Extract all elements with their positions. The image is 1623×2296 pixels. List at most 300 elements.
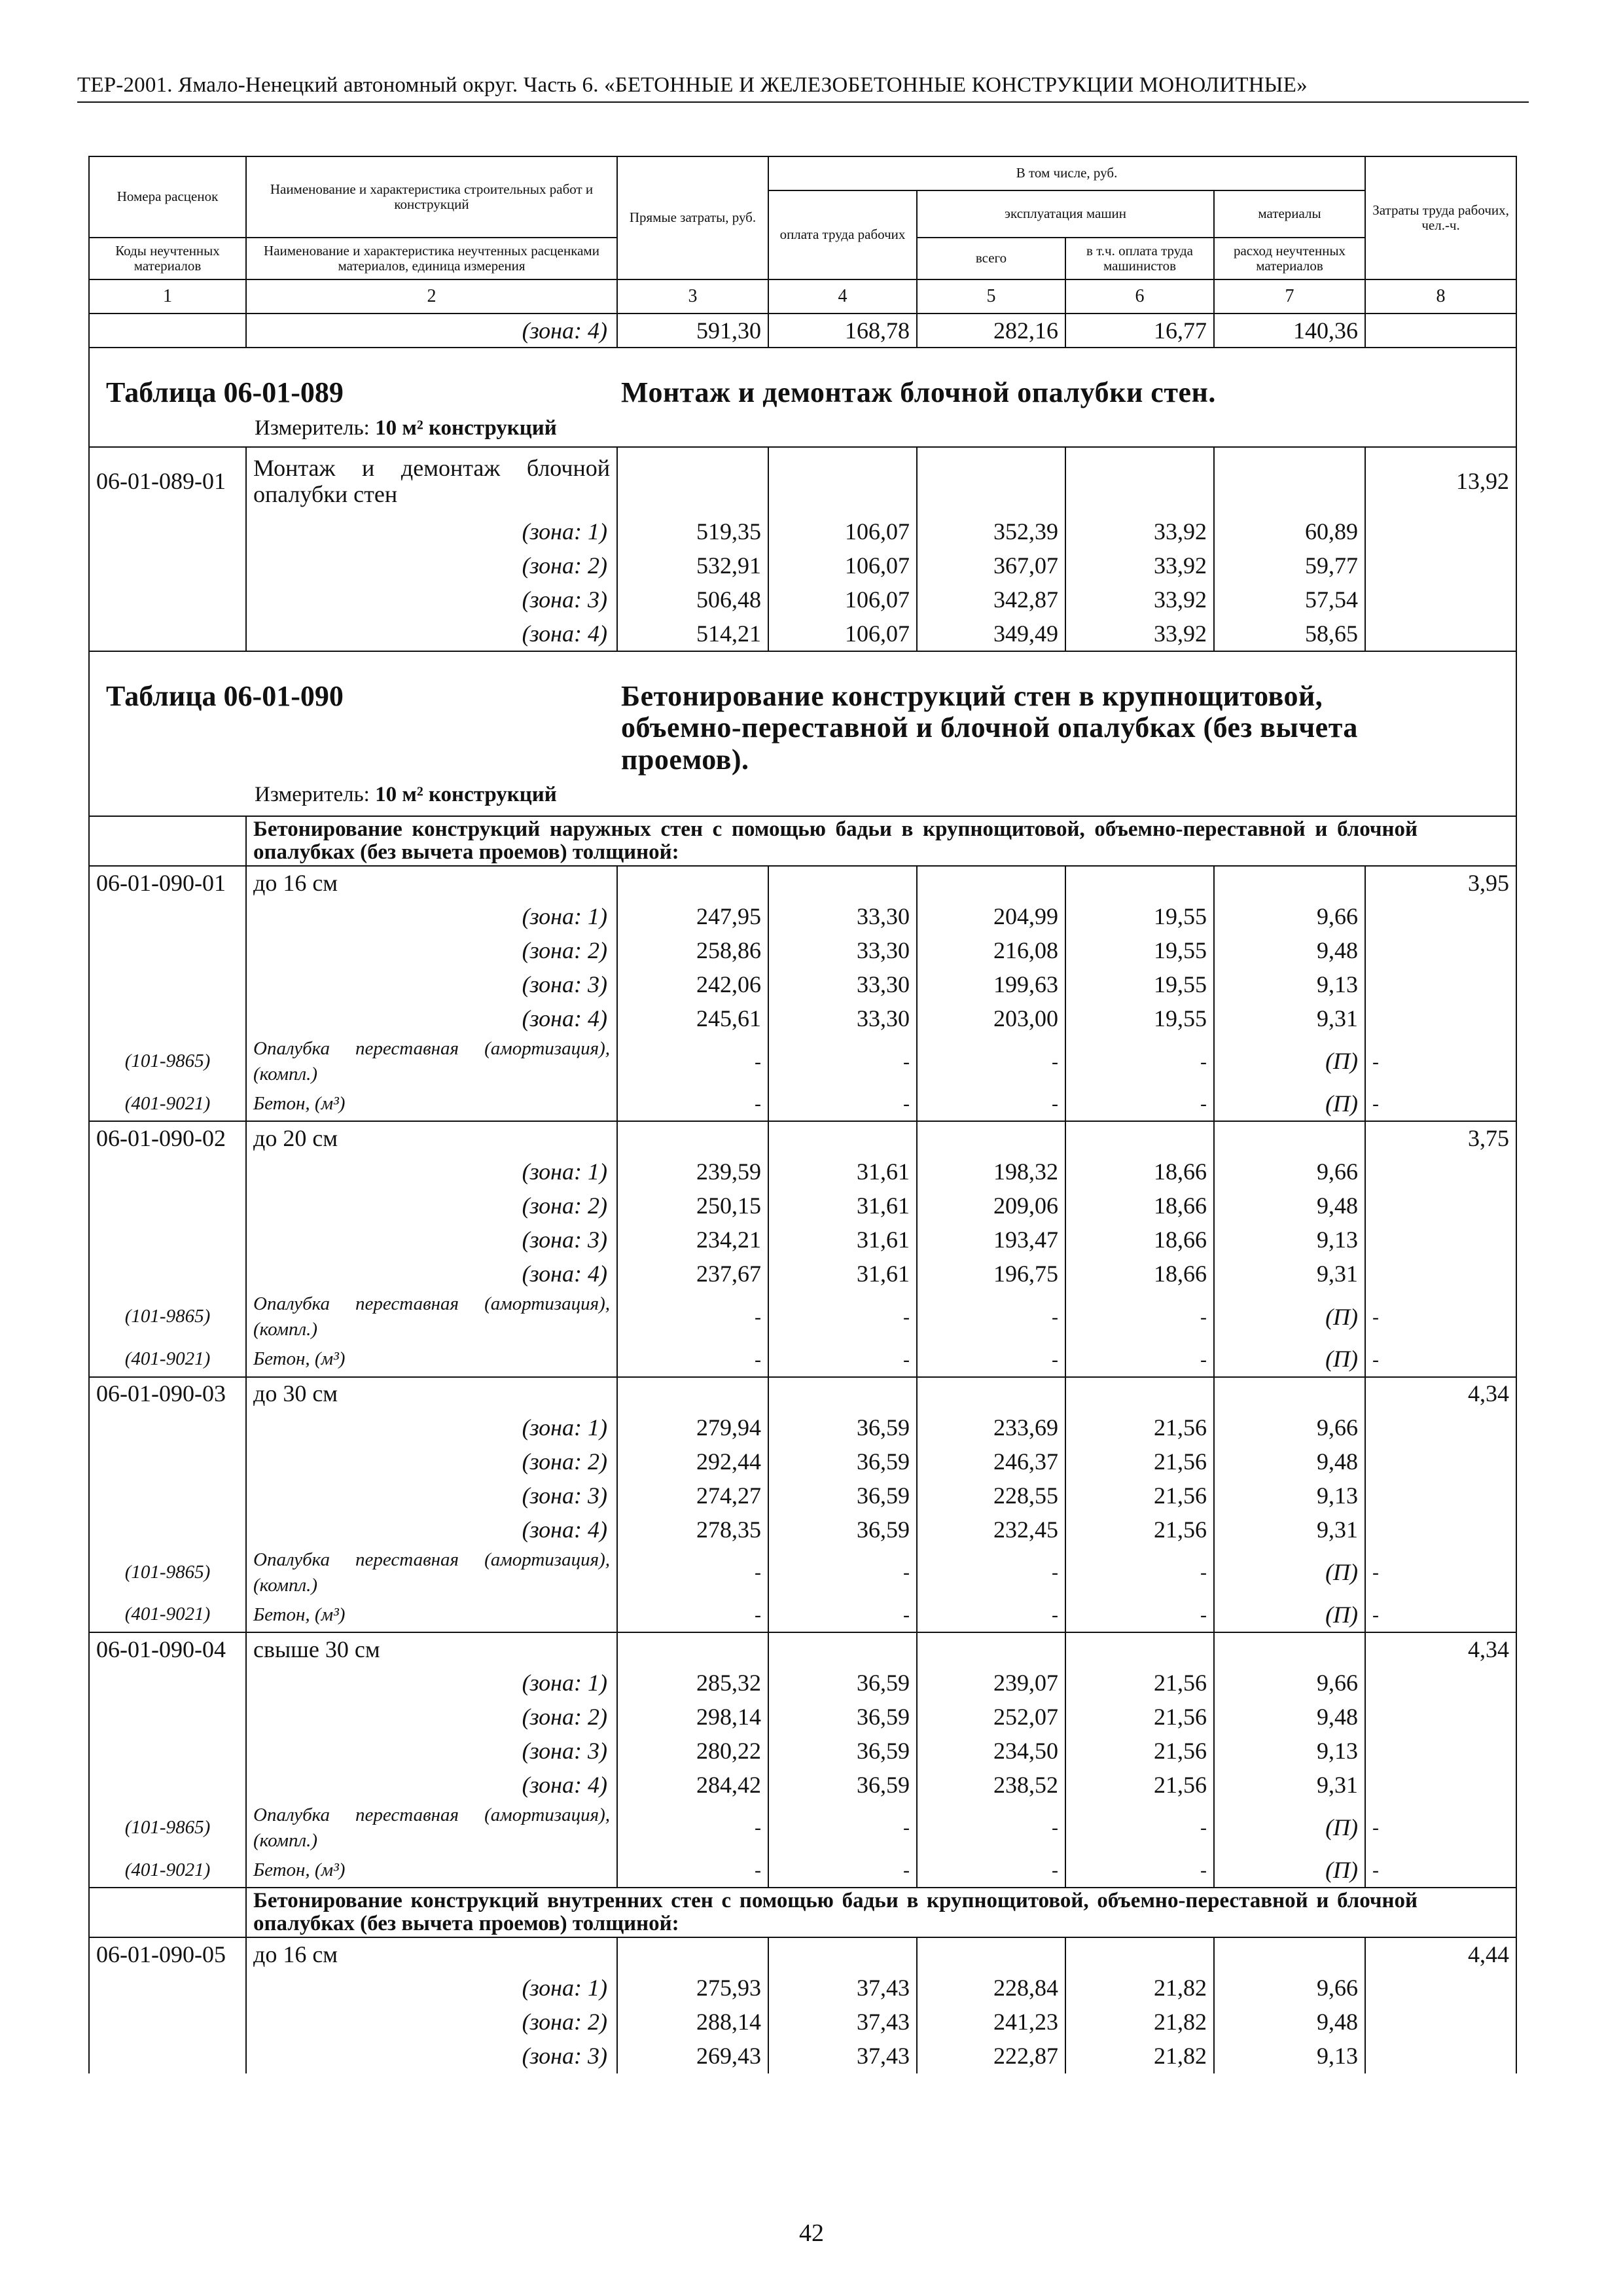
empty-cell [768, 866, 917, 900]
col-index: 3 [617, 279, 768, 314]
value-cell: 591,30 [617, 314, 768, 348]
labor-cost: 4,44 [1365, 1937, 1516, 1971]
material-name: Бетон, (м³) [246, 1087, 617, 1121]
value-cell: 239,59 [617, 1155, 768, 1189]
zone-label: (зона: 4) [246, 617, 617, 651]
dash-cell: - [1365, 1087, 1516, 1121]
value-cell: 21,56 [1065, 1734, 1214, 1768]
zone-row [89, 1479, 1516, 1513]
value-cell: 232,45 [917, 1513, 1065, 1547]
zone-label: (зона: 4) [246, 314, 617, 348]
value-cell: 9,13 [1214, 968, 1365, 1002]
section-row [89, 1888, 1516, 1937]
rate-code: 06-01-090-05 [89, 1937, 246, 1971]
dash-cell: - [617, 1547, 768, 1598]
zone-label: (зона: 2) [246, 549, 617, 583]
value-cell: 342,87 [917, 583, 1065, 617]
value-cell: 31,61 [768, 1257, 917, 1291]
zone-label: (зона: 3) [246, 1479, 617, 1513]
item-row [89, 1937, 1516, 1971]
zone-row [89, 1411, 1516, 1445]
empty-cell [1365, 968, 1516, 1002]
dash-cell: - [1065, 1547, 1214, 1598]
value-cell: 233,69 [917, 1411, 1065, 1445]
zone-row [89, 1155, 1516, 1189]
zone-label: (зона: 1) [246, 1971, 617, 2005]
table-description: Бетонирование конструкций стен в крупнощитовой, объемно-переставной и блочной опалубках (без вычета проемов). [621, 680, 1358, 776]
value-cell: 33,30 [768, 968, 917, 1002]
empty-cell [768, 447, 917, 515]
zone-row [89, 1002, 1516, 1036]
item-row [89, 866, 1516, 900]
value-cell: 36,59 [768, 1445, 917, 1479]
col-index: 5 [917, 279, 1065, 314]
table-title-cell [89, 348, 1516, 447]
value-cell: 21,56 [1065, 1513, 1214, 1547]
value-cell: 285,32 [617, 1666, 768, 1700]
value-cell: 352,39 [917, 515, 1065, 549]
empty-cell [89, 1700, 246, 1734]
value-cell: 21,82 [1065, 1971, 1214, 2005]
value-cell: 36,59 [768, 1411, 917, 1445]
empty-cell [1365, 515, 1516, 549]
zone-row [89, 1513, 1516, 1547]
dash-cell: - [1065, 1291, 1214, 1342]
zone-label: (зона: 3) [246, 1734, 617, 1768]
section-heading: Бетонирование конструкций наружных стен с помощью бадьи в крупнощитовой, объемно-переставной и блочной опалубках (без вычета проемов) толщиной: [246, 816, 1516, 866]
material-row [89, 1803, 1516, 1854]
value-cell: 21,82 [1065, 2005, 1214, 2039]
dash-cell: - [917, 1036, 1065, 1087]
labor-cost: 13,92 [1365, 447, 1516, 515]
p-mark: (П) [1214, 1803, 1365, 1854]
dash-cell: - [1365, 1343, 1516, 1377]
item-row [89, 1377, 1516, 1411]
empty-cell [1365, 1002, 1516, 1036]
zone-row [89, 1734, 1516, 1768]
value-cell: 18,66 [1065, 1257, 1214, 1291]
value-cell: 9,66 [1214, 900, 1365, 934]
value-cell: 252,07 [917, 1700, 1065, 1734]
empty-cell [768, 1937, 917, 1971]
value-cell: 242,06 [617, 968, 768, 1002]
value-cell: 9,66 [1214, 1666, 1365, 1700]
value-cell: 280,22 [617, 1734, 768, 1768]
material-name: Опалубка переставная (амортизация), (компл.) [246, 1291, 617, 1342]
value-cell: 9,48 [1214, 1700, 1365, 1734]
value-cell: 140,36 [1214, 314, 1365, 348]
col-index: 2 [246, 279, 617, 314]
empty-cell [617, 866, 768, 900]
header-col7: расход неучтенных материалов [1214, 238, 1365, 279]
price-table [88, 156, 1517, 2073]
empty-cell [768, 1632, 917, 1666]
dash-cell: - [617, 1854, 768, 1888]
empty-cell [1065, 866, 1214, 900]
zone-label: (зона: 2) [246, 1700, 617, 1734]
empty-cell [768, 1121, 917, 1155]
dash-cell: - [1365, 1803, 1516, 1854]
value-cell: 269,43 [617, 2039, 768, 2073]
header-col3: Прямые затраты, руб. [617, 156, 768, 279]
value-cell: 9,13 [1214, 2039, 1365, 2073]
dash-cell: - [768, 1803, 917, 1854]
material-code: (401-9021) [89, 1343, 246, 1377]
col-index: 6 [1065, 279, 1214, 314]
work-title: до 16 см [246, 1937, 617, 1971]
empty-cell [89, 1479, 246, 1513]
value-cell: 282,16 [917, 314, 1065, 348]
empty-cell [89, 934, 246, 968]
value-cell: 292,44 [617, 1445, 768, 1479]
material-name: Опалубка переставная (амортизация), (компл.) [246, 1803, 617, 1854]
empty-cell [1365, 1257, 1516, 1291]
empty-cell [89, 1734, 246, 1768]
value-cell: 288,14 [617, 2005, 768, 2039]
empty-cell [617, 1121, 768, 1155]
empty-cell [1365, 1666, 1516, 1700]
work-title: до 30 см [246, 1377, 617, 1411]
empty-cell [1065, 1377, 1214, 1411]
header-col6: в т.ч. оплата труда машинистов [1065, 238, 1214, 279]
value-cell: 33,92 [1065, 515, 1214, 549]
empty-cell [89, 2039, 246, 2073]
zone-label: (зона: 2) [246, 1189, 617, 1223]
empty-cell [917, 866, 1065, 900]
empty-cell [89, 816, 246, 866]
zone-label: (зона: 1) [246, 1666, 617, 1700]
zone-row [89, 314, 1516, 348]
empty-cell [917, 1632, 1065, 1666]
empty-cell [1365, 900, 1516, 934]
dash-cell: - [617, 1291, 768, 1342]
value-cell: 18,66 [1065, 1223, 1214, 1257]
value-cell: 106,07 [768, 617, 917, 651]
value-cell: 275,93 [617, 1971, 768, 2005]
value-cell: 245,61 [617, 1002, 768, 1036]
value-cell: 198,32 [917, 1155, 1065, 1189]
value-cell: 36,59 [768, 1513, 917, 1547]
table-title-row [89, 651, 1516, 816]
empty-cell [1365, 1411, 1516, 1445]
empty-cell [89, 1223, 246, 1257]
zone-label: (зона: 3) [246, 2039, 617, 2073]
zone-row [89, 617, 1516, 651]
rate-code: 06-01-090-02 [89, 1121, 246, 1155]
value-cell: 246,37 [917, 1445, 1065, 1479]
dash-cell: - [1065, 1854, 1214, 1888]
dash-cell: - [768, 1291, 917, 1342]
value-cell: 9,48 [1214, 1445, 1365, 1479]
empty-cell [89, 1189, 246, 1223]
dash-cell: - [617, 1598, 768, 1632]
empty-cell [1365, 1155, 1516, 1189]
empty-cell [1365, 2005, 1516, 2039]
dash-cell: - [917, 1343, 1065, 1377]
zone-row [89, 1257, 1516, 1291]
work-title: до 16 см [246, 866, 617, 900]
value-cell: 9,48 [1214, 1189, 1365, 1223]
value-cell: 19,55 [1065, 934, 1214, 968]
zone-label: (зона: 4) [246, 1513, 617, 1547]
work-title: Монтаж и демонтаж блочной опалубки стен [246, 447, 617, 515]
p-mark: (П) [1214, 1598, 1365, 1632]
value-cell: 228,55 [917, 1479, 1065, 1513]
value-cell: 9,66 [1214, 1155, 1365, 1189]
dash-cell: - [768, 1036, 917, 1087]
empty-cell [89, 549, 246, 583]
value-cell: 9,13 [1214, 1734, 1365, 1768]
value-cell: 209,06 [917, 1189, 1065, 1223]
value-cell: 514,21 [617, 617, 768, 651]
material-row [89, 1854, 1516, 1888]
value-cell: 274,27 [617, 1479, 768, 1513]
empty-cell [1214, 1377, 1365, 1411]
empty-cell [89, 1768, 246, 1803]
dash-cell: - [917, 1547, 1065, 1598]
zone-label: (зона: 1) [246, 1411, 617, 1445]
value-cell: 31,61 [768, 1155, 917, 1189]
material-row [89, 1291, 1516, 1342]
rate-code: 06-01-089-01 [89, 447, 246, 515]
labor-cost: 3,75 [1365, 1121, 1516, 1155]
empty-cell [89, 1513, 246, 1547]
value-cell: 33,30 [768, 934, 917, 968]
empty-cell [1065, 1632, 1214, 1666]
value-cell: 60,89 [1214, 515, 1365, 549]
value-cell: 106,07 [768, 549, 917, 583]
value-cell: 18,66 [1065, 1155, 1214, 1189]
unit-value: 10 м² конструкций [375, 783, 557, 806]
header-col2-top: Наименование и характеристика строительных работ и конструкций [246, 156, 617, 238]
value-cell: 37,43 [768, 2005, 917, 2039]
running-header: ТЕР-2001. Ямало-Ненецкий автономный округ. Часть 6. «БЕТОННЫЕ И ЖЕЛЕЗОБЕТОННЫЕ КОНСТРУКЦИИ МОНОЛИТНЫЕ» [77, 73, 1529, 103]
empty-cell [89, 1257, 246, 1291]
empty-cell [89, 1155, 246, 1189]
zone-row [89, 1666, 1516, 1700]
zone-row [89, 1971, 1516, 2005]
value-cell: 228,84 [917, 1971, 1065, 2005]
dash-cell: - [917, 1598, 1065, 1632]
dash-cell: - [1065, 1803, 1214, 1854]
value-cell: 21,56 [1065, 1479, 1214, 1513]
material-name: Бетон, (м³) [246, 1343, 617, 1377]
p-mark: (П) [1214, 1854, 1365, 1888]
empty-cell [89, 583, 246, 617]
zone-label: (зона: 2) [246, 2005, 617, 2039]
material-code: (101-9865) [89, 1547, 246, 1598]
dash-cell: - [1365, 1854, 1516, 1888]
value-cell: 9,66 [1214, 1411, 1365, 1445]
value-cell: 258,86 [617, 934, 768, 968]
empty-cell [89, 1888, 246, 1937]
p-mark: (П) [1214, 1547, 1365, 1598]
empty-cell [89, 968, 246, 1002]
dash-cell: - [768, 1598, 917, 1632]
value-cell: 36,59 [768, 1700, 917, 1734]
material-row [89, 1343, 1516, 1377]
zone-row [89, 2005, 1516, 2039]
value-cell: 193,47 [917, 1223, 1065, 1257]
dash-cell: - [917, 1803, 1065, 1854]
value-cell: 9,48 [1214, 934, 1365, 968]
empty-cell [1365, 1768, 1516, 1803]
unit-value: 10 м² конструкций [375, 416, 557, 440]
header-col2-bottom: Наименование и характеристика неучтенных расценками материалов, единица измерения [246, 238, 617, 279]
value-cell: 18,66 [1065, 1189, 1214, 1223]
value-cell: 9,31 [1214, 1768, 1365, 1803]
section-row [89, 816, 1516, 866]
value-cell: 33,92 [1065, 583, 1214, 617]
material-row [89, 1547, 1516, 1598]
value-cell: 506,48 [617, 583, 768, 617]
header-col1-bottom: Коды неучтенных материалов [89, 238, 246, 279]
empty-cell [1365, 314, 1516, 348]
zone-row [89, 1189, 1516, 1223]
table-title-row [89, 348, 1516, 447]
empty-cell [1365, 1189, 1516, 1223]
zone-row [89, 2039, 1516, 2073]
value-cell: 279,94 [617, 1411, 768, 1445]
dash-cell: - [768, 1087, 917, 1121]
dash-cell: - [917, 1854, 1065, 1888]
work-title: до 20 см [246, 1121, 617, 1155]
value-cell: 203,00 [917, 1002, 1065, 1036]
empty-cell [1065, 447, 1214, 515]
unit-label: Измеритель: [255, 416, 370, 440]
col-index: 7 [1214, 279, 1365, 314]
material-name: Опалубка переставная (амортизация), (компл.) [246, 1036, 617, 1087]
col-index: 4 [768, 279, 917, 314]
value-cell: 247,95 [617, 900, 768, 934]
value-cell: 222,87 [917, 2039, 1065, 2073]
value-cell: 19,55 [1065, 968, 1214, 1002]
zone-label: (зона: 3) [246, 583, 617, 617]
empty-cell [89, 900, 246, 934]
dash-cell: - [1065, 1343, 1214, 1377]
value-cell: 16,77 [1065, 314, 1214, 348]
value-cell: 58,65 [1214, 617, 1365, 651]
value-cell: 349,49 [917, 617, 1065, 651]
dash-cell: - [1065, 1598, 1214, 1632]
empty-cell [89, 314, 246, 348]
zone-row [89, 1700, 1516, 1734]
empty-cell [89, 515, 246, 549]
material-row [89, 1087, 1516, 1121]
value-cell: 367,07 [917, 549, 1065, 583]
value-cell: 9,13 [1214, 1479, 1365, 1513]
header-machines: эксплуатация машин [917, 190, 1214, 238]
empty-cell [1214, 447, 1365, 515]
header-including: В том числе, руб. [768, 156, 1365, 190]
item-row [89, 447, 1516, 515]
value-cell: 9,66 [1214, 1971, 1365, 2005]
material-name: Бетон, (м³) [246, 1598, 617, 1632]
table-title-cell [89, 651, 1516, 816]
value-cell: 36,59 [768, 1768, 917, 1803]
empty-cell [1214, 1632, 1365, 1666]
dash-cell: - [1365, 1547, 1516, 1598]
empty-cell [89, 1445, 246, 1479]
zone-label: (зона: 2) [246, 1445, 617, 1479]
material-row [89, 1036, 1516, 1087]
dash-cell: - [617, 1087, 768, 1121]
value-cell: 21,82 [1065, 2039, 1214, 2073]
p-mark: (П) [1214, 1343, 1365, 1377]
value-cell: 298,14 [617, 1700, 768, 1734]
dash-cell: - [768, 1854, 917, 1888]
header-materials: материалы [1214, 190, 1365, 238]
value-cell: 21,56 [1065, 1411, 1214, 1445]
zone-row [89, 1445, 1516, 1479]
empty-cell [1214, 1121, 1365, 1155]
empty-cell [1365, 1971, 1516, 2005]
col-index: 8 [1365, 279, 1516, 314]
value-cell: 9,31 [1214, 1513, 1365, 1547]
empty-cell [617, 1377, 768, 1411]
value-cell: 31,61 [768, 1223, 917, 1257]
empty-cell [89, 617, 246, 651]
material-code: (401-9021) [89, 1087, 246, 1121]
value-cell: 33,92 [1065, 549, 1214, 583]
dash-cell: - [917, 1087, 1065, 1121]
zone-label: (зона: 1) [246, 515, 617, 549]
value-cell: 9,31 [1214, 1002, 1365, 1036]
empty-cell [1365, 1734, 1516, 1768]
value-cell: 241,23 [917, 2005, 1065, 2039]
zone-row [89, 549, 1516, 583]
page-number: 42 [799, 2219, 824, 2247]
zone-row [89, 583, 1516, 617]
empty-cell [89, 1971, 246, 2005]
dash-cell: - [617, 1343, 768, 1377]
zone-row [89, 900, 1516, 934]
value-cell: 237,67 [617, 1257, 768, 1291]
empty-cell [1214, 1937, 1365, 1971]
dash-cell: - [1365, 1291, 1516, 1342]
empty-cell [617, 1937, 768, 1971]
p-mark: (П) [1214, 1036, 1365, 1087]
empty-cell [1365, 1700, 1516, 1734]
value-cell: 250,15 [617, 1189, 768, 1223]
dash-cell: - [617, 1803, 768, 1854]
empty-cell [1365, 549, 1516, 583]
value-cell: 106,07 [768, 583, 917, 617]
empty-cell [89, 1002, 246, 1036]
zone-label: (зона: 1) [246, 1155, 617, 1189]
empty-cell [1365, 934, 1516, 968]
material-row [89, 1598, 1516, 1632]
rate-code: 06-01-090-03 [89, 1377, 246, 1411]
material-code: (401-9021) [89, 1598, 246, 1632]
value-cell: 234,21 [617, 1223, 768, 1257]
empty-cell [917, 1377, 1065, 1411]
value-cell: 57,54 [1214, 583, 1365, 617]
material-code: (101-9865) [89, 1803, 246, 1854]
dash-cell: - [1365, 1598, 1516, 1632]
zone-row [89, 1223, 1516, 1257]
empty-cell [1065, 1121, 1214, 1155]
empty-cell [917, 1937, 1065, 1971]
value-cell: 21,56 [1065, 1666, 1214, 1700]
value-cell: 238,52 [917, 1768, 1065, 1803]
value-cell: 19,55 [1065, 1002, 1214, 1036]
value-cell: 199,63 [917, 968, 1065, 1002]
empty-cell [617, 447, 768, 515]
zone-label: (зона: 2) [246, 934, 617, 968]
header-col5: всего [917, 238, 1065, 279]
value-cell: 33,30 [768, 900, 917, 934]
